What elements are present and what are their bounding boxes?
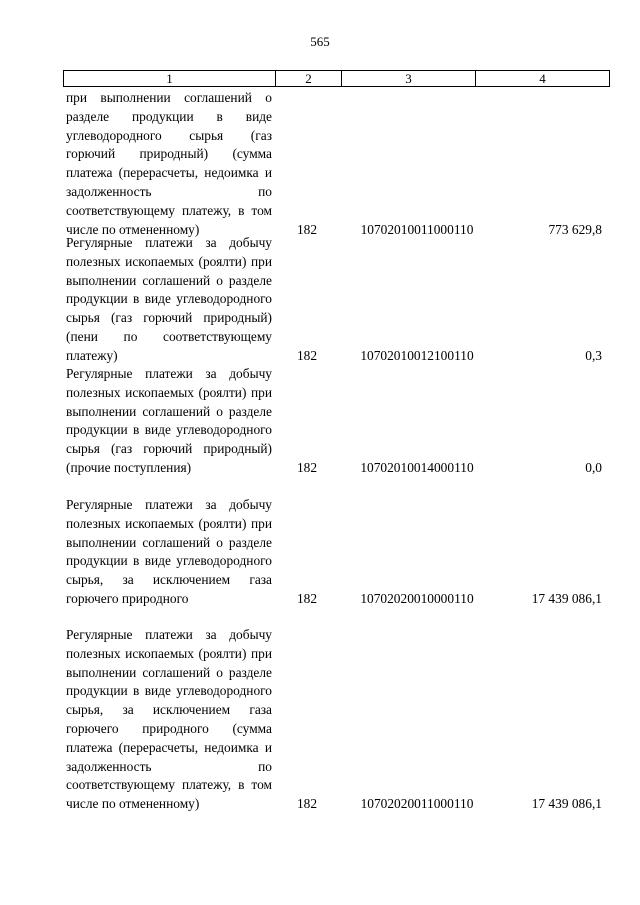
row-amount: 17 439 086,1: [531, 590, 602, 606]
row-amount: 773 629,8: [548, 221, 602, 237]
header-col-2: 2: [276, 71, 342, 86]
table-row: [66, 234, 606, 366]
row-description: Регулярные платежи за добычу полезных ископаемых (роялти) при выполнении соглашений о разделе продукции в виде углеводородного сырья, за исключением газа горючего природного: [66, 497, 272, 606]
table-row: [66, 89, 606, 239]
row-kbk: 10702010014000110: [360, 459, 474, 475]
table-row: [66, 496, 606, 609]
row-code: 182: [296, 590, 318, 606]
table-row: [66, 365, 606, 478]
row-description: Регулярные платежи за добычу полезных ископаемых (роялти) при выполнении соглашений о разделе продукции в виде углеводородного сырья (газ горючий природный) (прочие поступления): [66, 366, 272, 475]
row-amount: 0,0: [585, 459, 602, 475]
table-header: [63, 70, 610, 87]
row-kbk: 10702010011000110: [360, 221, 474, 237]
row-description: Регулярные платежи за добычу полезных ископаемых (роялти) при выполнении соглашений о разделе продукции в виде углеводородного сырья (газ горючий природный) (пени по соответствующему платежу): [66, 235, 272, 363]
row-code: 182: [296, 347, 318, 363]
header-col-3: 3: [342, 71, 476, 86]
header-col-1: 1: [64, 71, 276, 86]
row-kbk: 10702020010000110: [360, 590, 474, 606]
row-kbk: 10702010012100110: [360, 347, 474, 363]
row-kbk: 10702020011000110: [360, 796, 474, 812]
row-amount: 17 439 086,1: [531, 796, 602, 812]
row-code: 182: [296, 796, 318, 812]
header-col-4: 4: [539, 71, 546, 86]
row-code: 182: [296, 459, 318, 475]
row-amount: 0,3: [585, 347, 602, 363]
row-description: Регулярные платежи за добычу полезных ископаемых (роялти) при выполнении соглашений о разделе продукции в виде углеводородного сырья, за исключением газа горючего природного (сумма платежа (перерасчеты, недоимка и задолженность по соответствующему платежу, в том числе по отмененному): [66, 627, 272, 812]
page-number: 565: [310, 34, 330, 49]
row-description: при выполнении соглашений о разделе продукции в виде углеводородного сырья (газ горючий природный) (сумма платежа (перерасчеты, недоимка и задолженность по соответствующему платежу, в том числе по отмененному): [66, 90, 272, 237]
table-row: [66, 626, 606, 814]
row-code: 182: [296, 221, 318, 237]
